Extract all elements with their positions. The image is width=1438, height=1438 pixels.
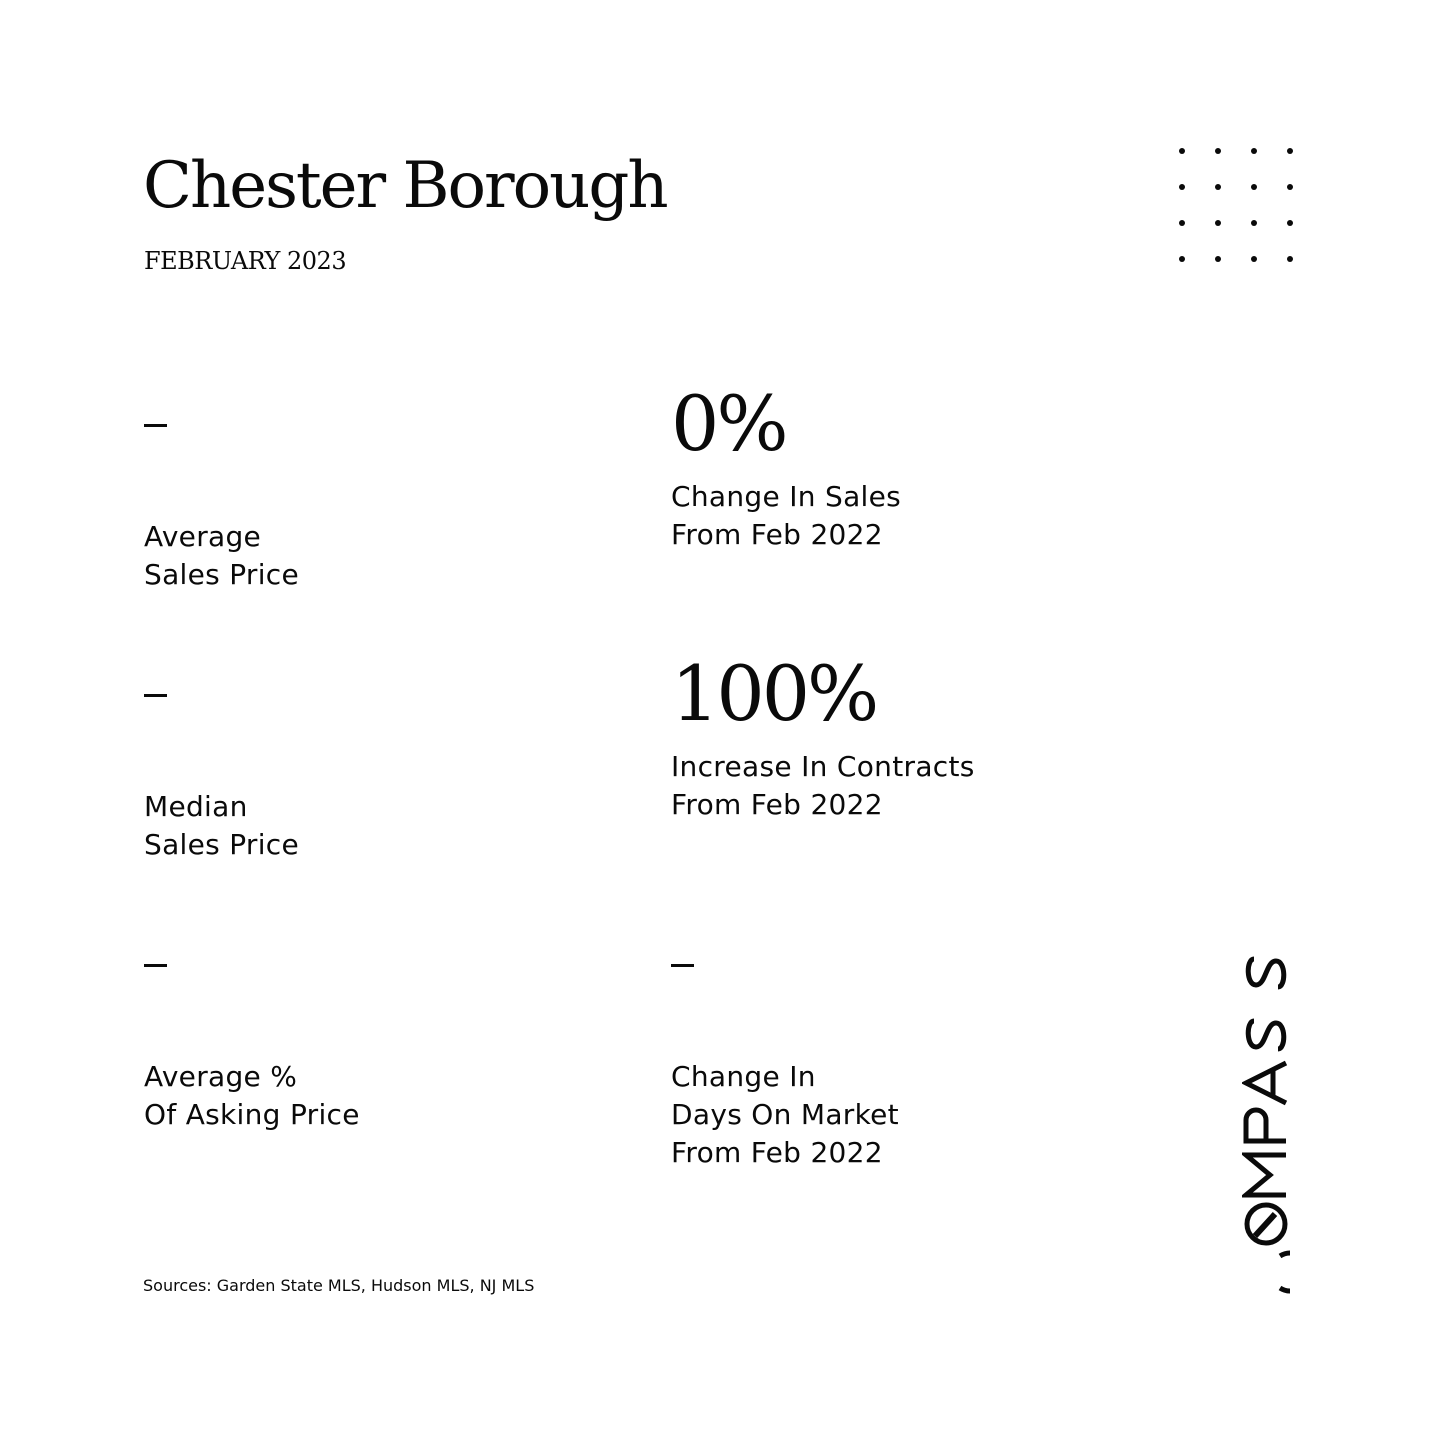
stat-change-in-sales <box>671 379 902 554</box>
stat-change-days-on-market <box>671 924 899 1172</box>
empty-value-dash <box>144 424 167 427</box>
stat-label <box>671 748 975 824</box>
stat-label-line: From Feb 2022 <box>671 518 883 551</box>
stat-value: 100% <box>671 649 877 738</box>
compass-logo <box>1242 955 1290 1295</box>
stat-label-line: From Feb 2022 <box>671 1136 883 1169</box>
stat-label-line: Median <box>144 790 248 823</box>
stat-label-line: Change In Sales <box>671 480 902 513</box>
stat-label <box>144 518 299 594</box>
stat-label-line: Days On Market <box>671 1098 899 1131</box>
page-title: Chester Borough <box>143 149 667 223</box>
stat-increase-in-contracts <box>671 649 975 824</box>
stat-label <box>671 1058 899 1172</box>
empty-value-dash <box>144 964 167 967</box>
stat-label-line: Average % <box>144 1060 298 1093</box>
empty-value-dash <box>671 964 694 967</box>
stat-value <box>144 424 299 504</box>
sources-footnote: Sources: Garden State MLS, Hudson MLS, NJ MLS <box>143 1276 535 1295</box>
dot-grid-icon <box>1176 145 1296 265</box>
stat-value <box>144 694 299 774</box>
stat-label-line: Sales Price <box>144 828 300 861</box>
report-month: FEBRUARY 2023 <box>144 247 347 275</box>
stat-value <box>144 964 360 1044</box>
stat-median-sales-price <box>144 654 299 864</box>
stat-average-sales-price <box>144 384 299 594</box>
stat-label-line: Increase In Contracts <box>671 750 975 783</box>
stat-label-line: Change In <box>671 1060 816 1093</box>
stat-label <box>144 1058 360 1134</box>
stat-label-line: Of Asking Price <box>144 1098 360 1131</box>
stat-label-line: Average <box>144 520 262 553</box>
stat-value <box>671 964 899 1044</box>
stat-label <box>671 478 901 554</box>
stat-value: 0% <box>671 379 786 468</box>
stat-label-line: Sales Price <box>144 558 300 591</box>
stat-label <box>144 788 299 864</box>
stat-label-line: From Feb 2022 <box>671 788 883 821</box>
stat-average-pct-of-asking <box>144 924 360 1134</box>
empty-value-dash <box>144 694 167 697</box>
